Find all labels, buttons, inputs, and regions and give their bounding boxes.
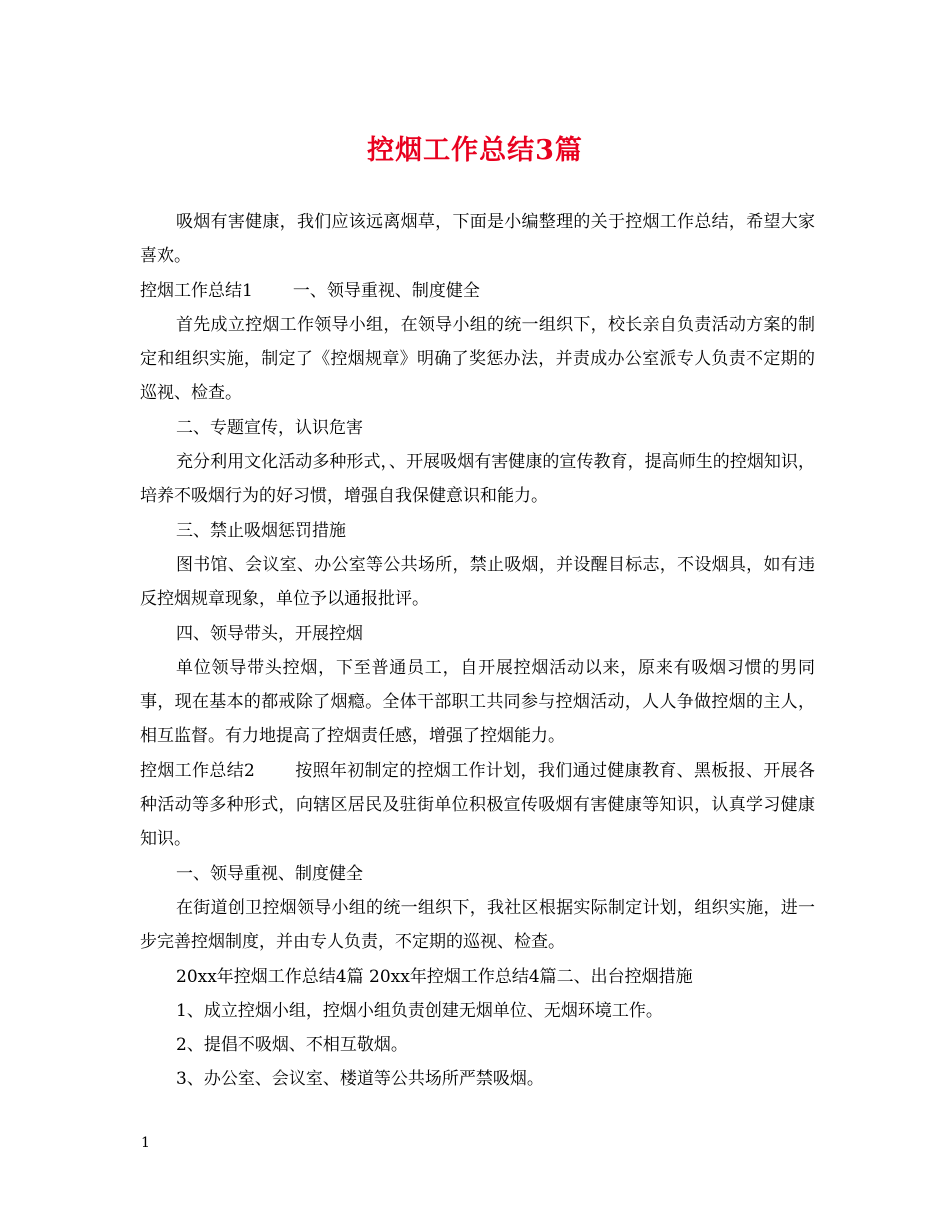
intro-paragraph: 吸烟有害健康，我们应该远离烟草，下面是小编整理的关于控烟工作总结，希望大家喜欢。 (140, 212, 815, 267)
section-1-heading-line (140, 274, 815, 308)
section-2-list-item-1: 1、成立控烟小组，控烟小组负责创建无烟单位、无烟环境工作。 (176, 1000, 663, 1021)
section-1-subheading-1: 一、领导重视、制度健全 (292, 280, 480, 301)
section-1-paragraph-1: 首先成立控烟工作领导小组，在领导小组的统一组织下，校长亲自负责活动方案的制定和组织实施，制定了《控烟规章》明确了奖惩办法，并责成办公室派专人负责不定期的巡视、检查。 (140, 314, 815, 404)
section-1-subheading-4: 四、领导带头，开展控烟 (176, 623, 363, 644)
section-2-list-item-2: 2、提倡不吸烟、不相互敬烟。 (176, 1035, 408, 1056)
section-1-paragraph-3: 图书馆、会议室、办公室等公共场所，禁止吸烟，并设醒目标志，不设烟具，如有违反控烟规章现象，单位予以通报批评。 (140, 554, 815, 610)
section-2-label: 控烟工作总结2 (140, 760, 255, 781)
section-1-paragraph-2: 充分利用文化活动多种形式，、开展吸烟有害健康的宣传教育，提高师生的控烟知识，培养不吸烟行为的好习惯，增强自我保健意识和能力。 (140, 452, 815, 507)
section-1-subheading-2: 二、专题宣传，认识危害 (176, 417, 363, 438)
section-2-subheading-1: 一、领导重视、制度健全 (176, 863, 363, 884)
section-2-paragraph-2: 在街道创卫控烟领导小组的统一组织下，我社区根据实际制定计划，组织实施，进一步完善控烟制度，并由专人负责，不定期的巡视、检查。 (140, 897, 815, 953)
section-2-paragraph-3: 20xx年控烟工作总结4篇 20xx年控烟工作总结4篇二、出台控烟措施 (176, 966, 693, 987)
page-number: 1 (141, 1135, 150, 1151)
section-1-subheading-3: 三、禁止吸烟惩罚措施 (176, 520, 346, 541)
section-2-first-paragraph (140, 754, 815, 857)
section-1-paragraph-4: 单位领导带头控烟，下至普通员工，自开展控烟活动以来，原来有吸烟习惯的男同事，现在基本的都戒除了烟瘾。全体干部职工共同参与控烟活动，人人争做控烟的主人，相互监督。有力地提高了控烟责任感，增强了控烟能力。 (140, 657, 815, 747)
section-2-list-item-3: 3、办公室、会议室、楼道等公共场所严禁吸烟。 (176, 1069, 544, 1090)
section-2-paragraph-1: 按照年初制定的控烟工作计划，我们通过健康教育、黑板报、开展各种活动等多种形式，向辖区居民及驻街单位积极宣传吸烟有害健康等知识，认真学习健康知识。 (140, 760, 816, 850)
document-body (140, 205, 815, 1097)
section-1-label: 控烟工作总结1 (140, 280, 253, 301)
document-title: 控烟工作总结3篇 (367, 135, 583, 166)
